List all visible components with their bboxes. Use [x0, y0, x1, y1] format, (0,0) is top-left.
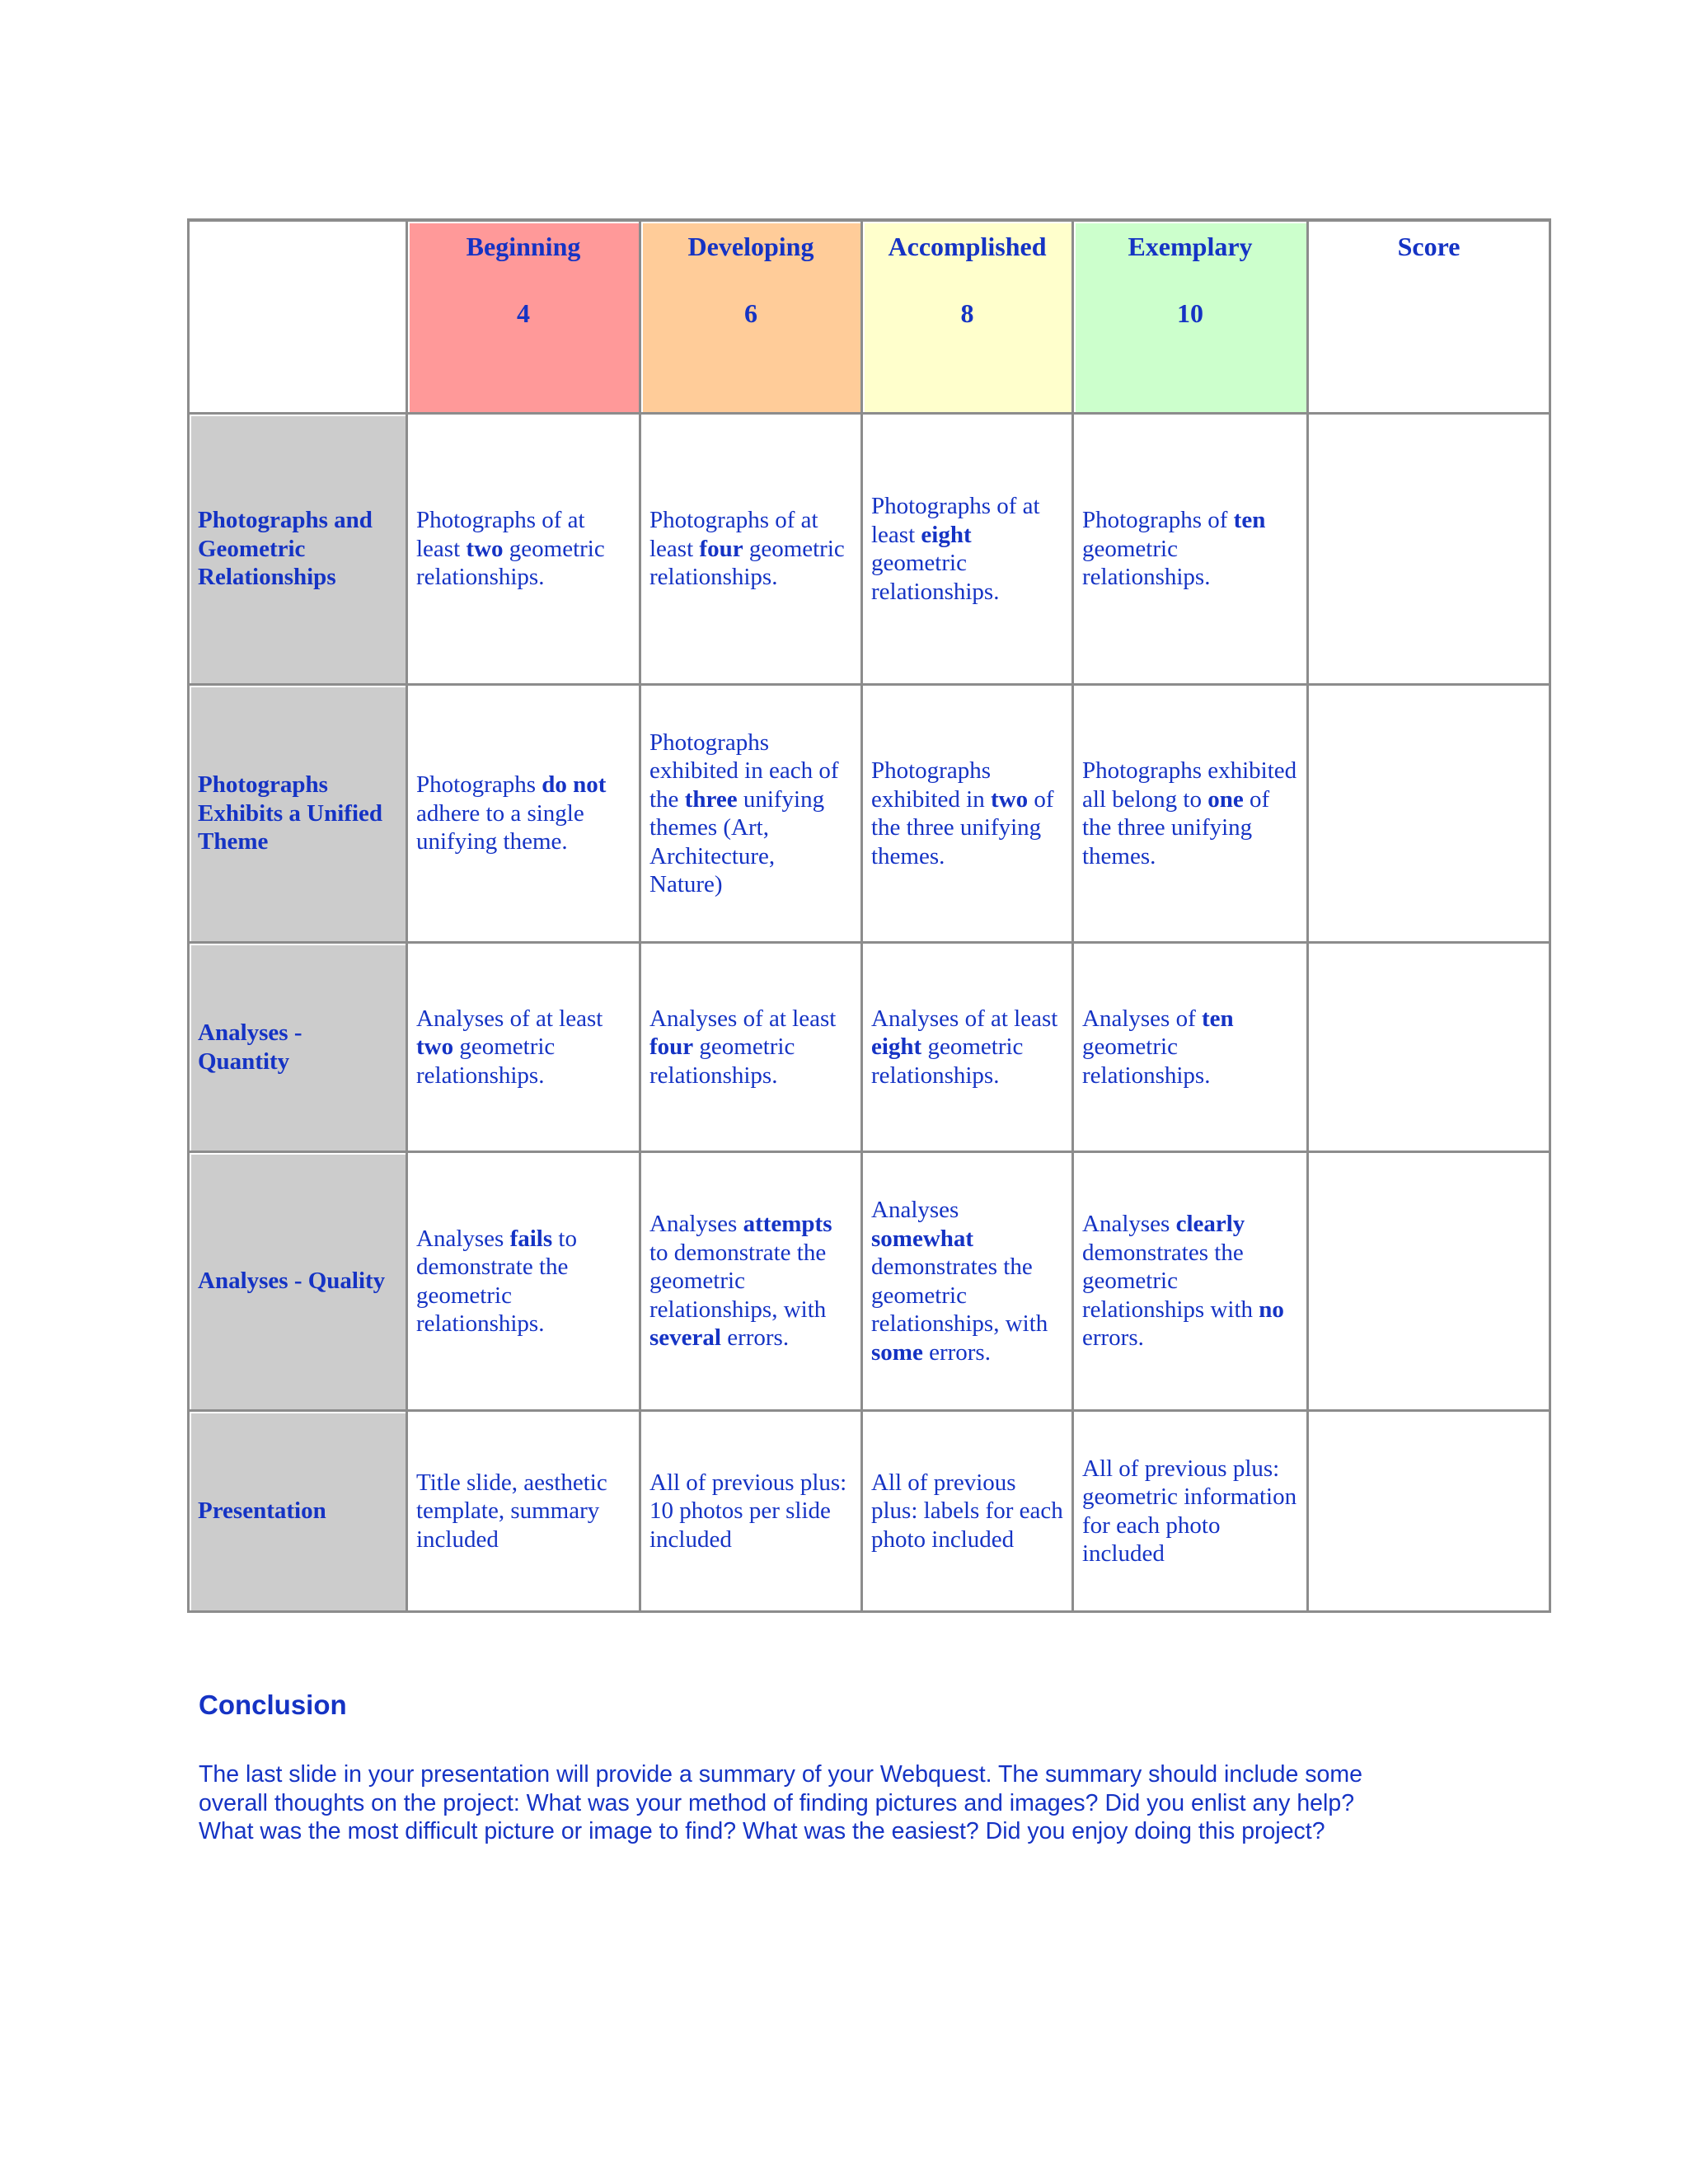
- header-corner-cell: [190, 222, 408, 415]
- emphasis-text: attempts: [743, 1211, 832, 1238]
- emphasis-text: ten: [1233, 507, 1266, 534]
- score-cell: [1309, 1412, 1551, 1613]
- rubric-table: [187, 218, 1551, 1613]
- descriptor-text: adhere to a single unifying theme.: [416, 799, 584, 855]
- emphasis-text: one: [1207, 785, 1244, 813]
- descriptor-text: of the three unifying themes.: [1082, 785, 1270, 869]
- descriptor-text: errors.: [1082, 1324, 1144, 1352]
- level-label: Exemplary: [1128, 232, 1253, 261]
- emphasis-text: four: [649, 1033, 694, 1061]
- emphasis-text: fails: [509, 1225, 553, 1252]
- level-label: Developing: [687, 232, 814, 261]
- descriptor-text: errors.: [720, 1324, 790, 1352]
- criterion-cell: Analyses - Quality: [190, 1153, 408, 1412]
- score-label: Score: [1397, 232, 1461, 261]
- header-beginning: [408, 222, 641, 415]
- level-points: 4: [517, 298, 530, 328]
- descriptor-text: Analyses of at least: [416, 1005, 603, 1032]
- descriptor-text: All of previous plus: labels for each photo included: [871, 1469, 1063, 1553]
- descriptor-text: geometric relationships.: [416, 535, 605, 591]
- descriptor-text: to demonstrate the geometric relationships, with: [649, 1239, 827, 1323]
- descriptor-cell-exemplary: [1074, 1412, 1309, 1613]
- descriptor-cell-accomplished: [863, 686, 1074, 944]
- descriptor-cell-accomplished: [863, 944, 1074, 1153]
- rubric-row: [190, 415, 1551, 686]
- descriptor-text: Analyses of: [1082, 1005, 1202, 1032]
- emphasis-text: ten: [1201, 1005, 1234, 1032]
- descriptor-text: All of previous plus: 10 photos per slide included: [649, 1469, 847, 1553]
- descriptor-text: Photographs exhibited all belong to: [1082, 757, 1297, 813]
- criterion-cell: Photographs and Geometric Relationships: [190, 415, 408, 686]
- descriptor-cell-beginning: [408, 1153, 641, 1412]
- conclusion-line: overall thoughts on the project: What was your method of finding pictures and images? Did you enlist any help?: [199, 1789, 1355, 1816]
- conclusion-line: What was the most difficult picture or image to find? What was the easiest? Did you enjoy doing this project?: [199, 1818, 1325, 1844]
- conclusion-line: The last slide in your presentation will provide a summary of your Webquest. The summary should include some: [199, 1761, 1362, 1788]
- rubric-row: [190, 1412, 1551, 1613]
- header-score: [1309, 222, 1551, 415]
- descriptor-text: geometric relationships.: [649, 535, 845, 591]
- descriptor-cell-developing: [641, 1412, 863, 1613]
- header-accomplished: [863, 222, 1074, 415]
- descriptor-text: geometric relationships.: [871, 550, 1000, 605]
- descriptor-text: Analyses: [416, 1225, 510, 1252]
- score-cell: [1309, 415, 1551, 686]
- descriptor-cell-developing: [641, 415, 863, 686]
- emphasis-text: two: [416, 1033, 454, 1061]
- descriptor-text: All of previous plus: geometric information for each photo included: [1082, 1455, 1297, 1567]
- header-developing: [641, 222, 863, 415]
- descriptor-cell-beginning: [408, 415, 641, 686]
- descriptor-text: Photographs of at least: [416, 507, 585, 562]
- rubric-row: [190, 1153, 1551, 1412]
- level-label: Beginning: [466, 232, 581, 261]
- emphasis-text: two: [466, 535, 504, 562]
- descriptor-cell-exemplary: [1074, 686, 1309, 944]
- header-exemplary: [1074, 222, 1309, 415]
- criterion-cell: Analyses - Quantity: [190, 944, 408, 1153]
- score-cell: [1309, 686, 1551, 944]
- descriptor-text: demonstrates the geometric relationships, with: [871, 1254, 1048, 1337]
- score-cell: [1309, 1153, 1551, 1412]
- descriptor-text: geometric relationships.: [416, 1033, 556, 1089]
- conclusion-heading: Conclusion: [199, 1690, 347, 1720]
- descriptor-text: Analyses: [1082, 1211, 1176, 1238]
- descriptor-text: geometric relationships.: [649, 1033, 795, 1089]
- descriptor-text: Title slide, aesthetic template, summary included: [416, 1469, 607, 1553]
- emphasis-text: three: [684, 785, 738, 813]
- descriptor-text: Photographs of at least: [871, 493, 1040, 548]
- descriptor-text: geometric relationships.: [1082, 1033, 1211, 1089]
- descriptor-text: Photographs of at least: [649, 507, 818, 562]
- emphasis-text: two: [990, 785, 1029, 813]
- criterion-cell: Presentation: [190, 1412, 408, 1613]
- descriptor-text: Photographs: [416, 771, 542, 799]
- emphasis-text: some: [871, 1338, 923, 1366]
- descriptor-text: of the three unifying themes.: [871, 785, 1054, 869]
- descriptor-text: unifying themes (Art, Architecture, Nature): [649, 785, 825, 898]
- descriptor-cell-exemplary: [1074, 1153, 1309, 1412]
- score-cell: [1309, 944, 1551, 1153]
- descriptor-text: Analyses of at least: [871, 1005, 1058, 1032]
- emphasis-text: do not: [542, 771, 607, 799]
- descriptor-text: Photographs of: [1082, 507, 1234, 534]
- emphasis-text: several: [649, 1324, 721, 1352]
- descriptor-text: errors.: [922, 1338, 991, 1366]
- descriptor-cell-developing: [641, 1153, 863, 1412]
- emphasis-text: no: [1259, 1296, 1284, 1323]
- rubric-header-row: [190, 222, 1551, 415]
- descriptor-cell-developing: [641, 944, 863, 1153]
- level-points: 10: [1177, 298, 1203, 328]
- emphasis-text: somewhat: [871, 1225, 974, 1252]
- criterion-cell: Photographs Exhibits a Unified Theme: [190, 686, 408, 944]
- level-label: Accomplished: [888, 232, 1047, 261]
- emphasis-text: four: [699, 535, 743, 562]
- emphasis-text: eight: [871, 1033, 922, 1061]
- descriptor-cell-accomplished: [863, 1153, 1074, 1412]
- level-points: 8: [960, 298, 974, 328]
- descriptor-cell-developing: [641, 686, 863, 944]
- level-points: 6: [744, 298, 757, 328]
- rubric-body: [190, 415, 1551, 1613]
- descriptor-cell-exemplary: [1074, 415, 1309, 686]
- descriptor-text: to demonstrate the geometric relationships.: [416, 1225, 577, 1337]
- descriptor-text: Analyses of at least: [649, 1005, 837, 1032]
- descriptor-cell-accomplished: [863, 1412, 1074, 1613]
- descriptor-cell-beginning: [408, 686, 641, 944]
- rubric-row: [190, 686, 1551, 944]
- descriptor-text: Photographs exhibited in each of the: [649, 729, 839, 813]
- descriptor-cell-beginning: [408, 944, 641, 1153]
- rubric-row: [190, 944, 1551, 1153]
- descriptor-text: Photographs exhibited in: [871, 757, 991, 813]
- descriptor-text: geometric relationships.: [1082, 535, 1211, 591]
- descriptor-cell-beginning: [408, 1412, 641, 1613]
- descriptor-text: geometric relationships.: [871, 1033, 1024, 1089]
- descriptor-cell-accomplished: [863, 415, 1074, 686]
- emphasis-text: eight: [921, 521, 972, 548]
- emphasis-text: clearly: [1175, 1211, 1245, 1238]
- descriptor-text: demonstrates the geometric relationships with: [1082, 1239, 1259, 1323]
- descriptor-text: Analyses: [649, 1211, 743, 1238]
- descriptor-text: Analyses: [871, 1197, 959, 1223]
- conclusion-paragraph: [199, 1760, 1484, 1846]
- descriptor-cell-exemplary: [1074, 944, 1309, 1153]
